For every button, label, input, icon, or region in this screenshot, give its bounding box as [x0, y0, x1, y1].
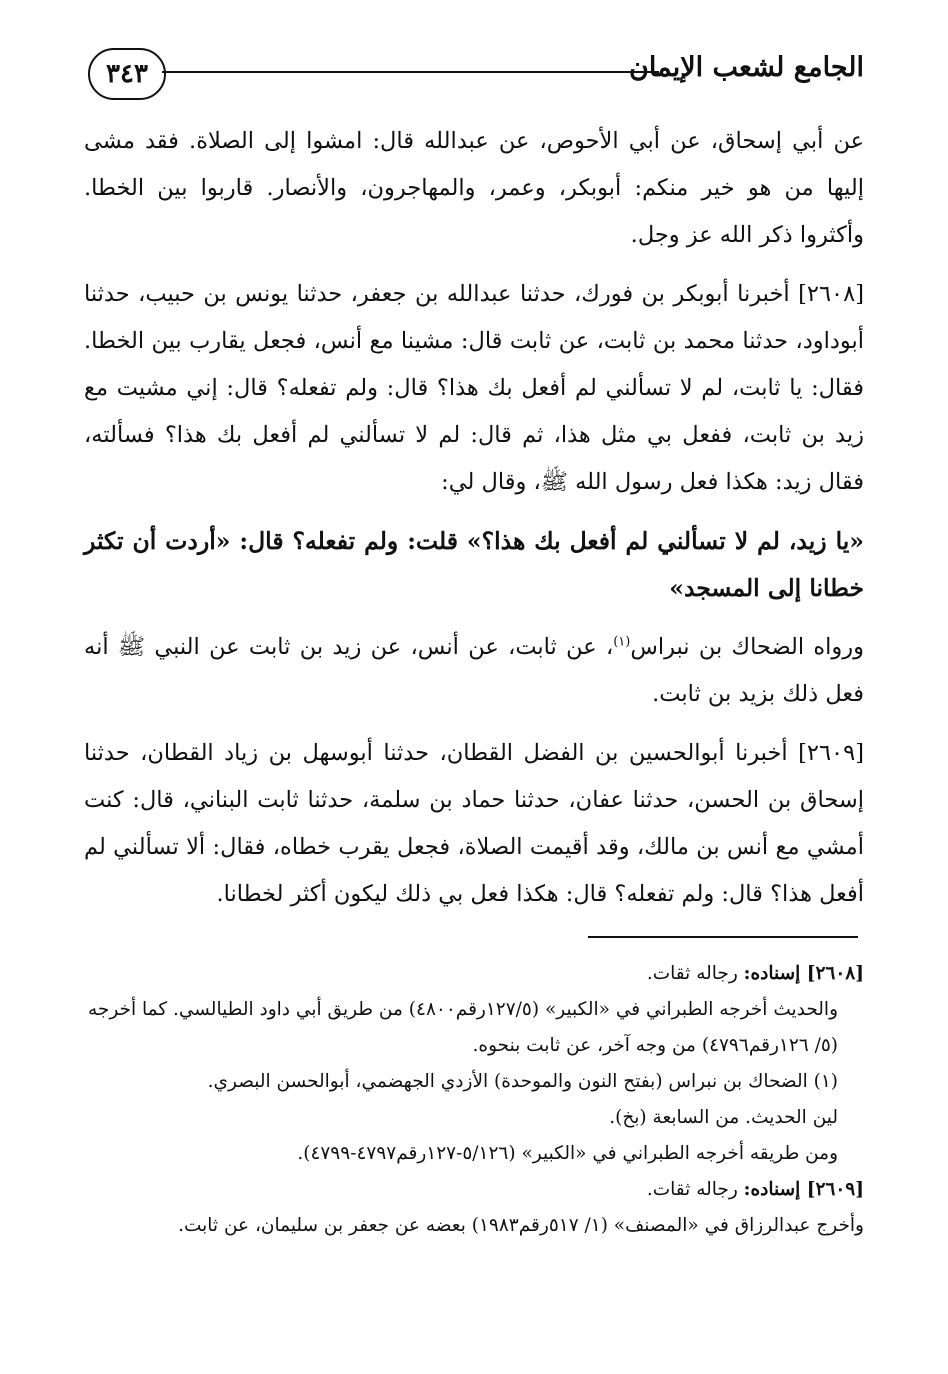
footnote-label: [٢٦٠٩] إسناده:: [743, 1179, 864, 1200]
hadith-number: [٢٦٠٩]: [798, 740, 864, 766]
paragraph: [84, 624, 864, 718]
footnotes: [84, 956, 864, 1244]
footnote-label: [٢٦٠٨] إسناده:: [743, 963, 864, 984]
paragraph-text: أخبرنا أبوالحسين بن الفضل القطان، حدثنا أبوسهل بن زياد القطان، حدثنا إسحاق بن الحسن، حدثنا عفان، حدثنا حماد بن سلمة، حدثنا ثابت البناني، قال: كنت أمشي مع أنس بن مالك، وقد أقيمت الصلاة، فجعل يقرب خطاه، فقال: ألا تسألني لم أفعل هذا؟ قال: ولم تفعله؟ قال: هكذا فعل بي ذلك ليكون أكثر لخطانا.: [84, 740, 864, 907]
footnote: [84, 956, 864, 992]
footnote: والحديث أخرجه الطبراني في «الكبير» (١٢٧/٥رقم٤٨٠٠) من طريق أبي داود الطيالسي. كما أخرجه (٥/ ١٢٦رقم٤٧٩٦) من وجه آخر، عن ثابت بنحوه.: [87, 999, 838, 1056]
page-number: ٣٤٣: [88, 48, 166, 100]
paragraph: [84, 271, 864, 506]
footnote: لين الحديث. من السابعة (بخ).: [609, 1107, 838, 1128]
page-header: [88, 44, 864, 108]
footnote-text: رجاله ثقات.: [646, 1179, 738, 1200]
header-rule: [162, 71, 659, 73]
paragraph-text: أخبرنا أبوبكر بن فورك، حدثنا عبدالله بن جعفر، حدثنا يونس بن حبيب، حدثنا أبوداود، حدثنا محمد بن ثابت، عن ثابت قال: مشينا مع أنس، فجعل يقارب بين الخطا. فقال: يا ثابت، لم لا تسألني لم أفعل بك هذا؟ قال: ولم تفعله؟ قال: إني مشيت مع زيد بن ثابت، ففعل بي مثل هذا، ثم قال: لم لا تسألني لم أفعل بك هذا؟ فسألته، فقال زيد: هكذا فعل رسول الله ﷺ، وقال لي:: [84, 281, 864, 495]
hadith-number: [٢٦٠٨]: [798, 281, 865, 307]
footnote: ومن طريقه أخرجه الطبراني في «الكبير» (٥/١٢٦-١٢٧رقم٤٧٩٧-٤٧٩٩).: [297, 1143, 838, 1164]
book-title: الجامع لشعب الإيمان: [629, 52, 864, 83]
footnote: [84, 1172, 864, 1208]
footnote: (١) الضحاك بن نبراس (بفتح النون والموحدة) الأزدي الجهضمي، أبوالحسن البصري.: [207, 1071, 838, 1092]
paragraph-text: ورواه الضحاك بن نبراس: [630, 634, 864, 660]
paragraph: عن أبي إسحاق، عن أبي الأحوص، عن عبدالله قال: امشوا إلى الصلاة. فقد مشى إليها من هو خير منكم: أبوبكر، وعمر، والمهاجرون، والأنصار. قاربوا بين الخطا. وأكثروا ذكر الله عز وجل.: [84, 128, 864, 248]
hadith-quote: «يا زيد، لم لا تسألني لم أفعل بك هذا؟» قلت: ولم تفعله؟ قال: «أردت أن تكثر خطانا إلى المسجد»: [84, 527, 864, 602]
footnote-separator: [588, 936, 858, 938]
footnote-marker: (١): [613, 634, 631, 650]
main-text: [84, 118, 864, 930]
footnote: وأخرج عبدالرزاق في «المصنف» (١/ ٥١٧رقم١٩٨٣) بعضه عن جعفر بن سليمان، عن ثابت.: [178, 1215, 864, 1236]
paragraph-text: ، عن ثابت، عن أنس، عن زيد بن ثابت عن النبي ﷺ أنه فعل ذلك بزيد بن ثابت.: [84, 634, 864, 707]
paragraph: [84, 730, 864, 918]
footnote-text: رجاله ثقات.: [646, 963, 738, 984]
